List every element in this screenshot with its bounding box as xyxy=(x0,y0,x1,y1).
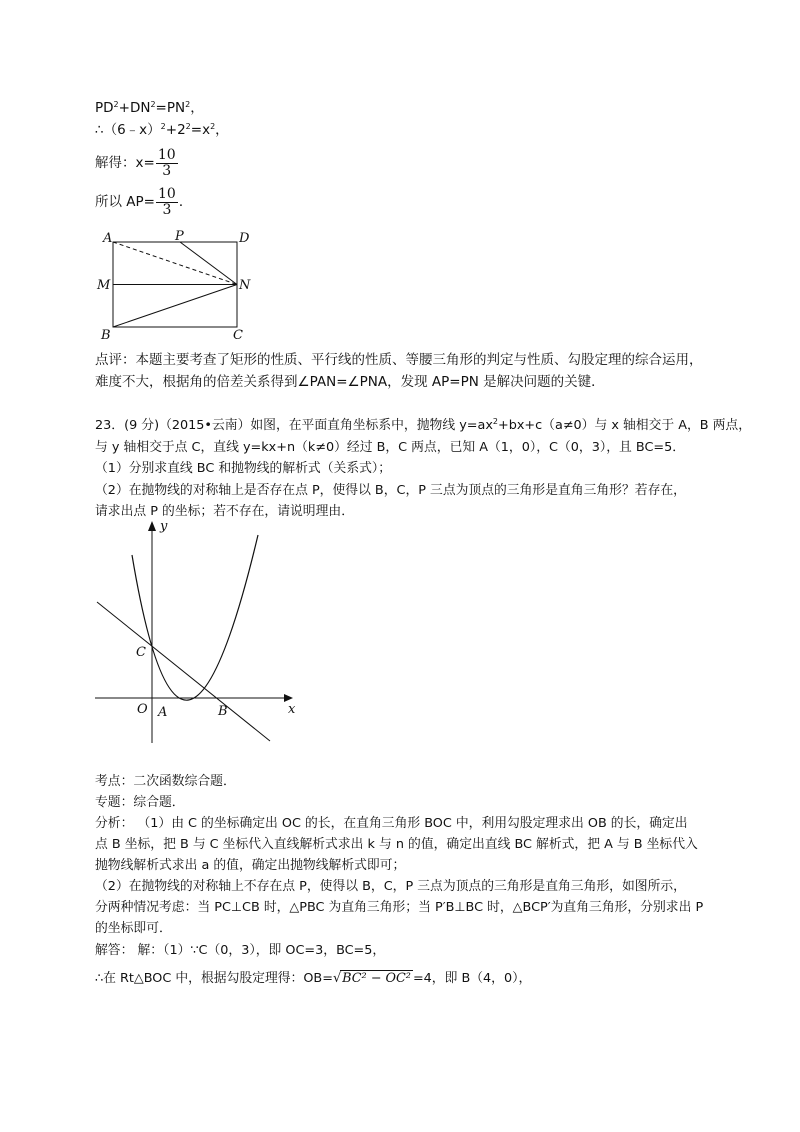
segment-pn xyxy=(180,242,237,285)
label-x: x xyxy=(288,702,296,717)
label-y: y xyxy=(160,519,168,534)
label-b: B xyxy=(218,704,228,719)
review-line-1: 点评：本题主要考查了矩形的性质、平行线的性质、等腰三角形的判定与性质、勾股定理的综合运用， xyxy=(95,352,703,368)
label-b: B xyxy=(101,328,111,343)
label-c: C xyxy=(233,328,243,343)
equation-line-4: 所以 AP= $\frac{10}{3}$ ． xyxy=(95,185,193,218)
equation-line-3: 解得：x= $\frac{10}{3}$ xyxy=(95,146,176,179)
label-m: M xyxy=(97,278,111,293)
analysis-line-1: 分析： （1）由 C 的坐标确定出 OC 的长，在直角三角形 BOC 中，利用勾股定理求出 OB 的长，确定出 xyxy=(95,816,688,831)
kaodian-line: 考点：二次函数综合题． xyxy=(95,774,236,789)
segment-bn xyxy=(113,285,237,328)
fraction: $\frac{10}{3}$ xyxy=(157,185,176,218)
analysis-line-4: （2）在抛物线的对称轴上不存在点 P，使得以 B，C，P 三点为顶点的三角形是直角三角形，如图所示， xyxy=(95,879,686,894)
parabola xyxy=(132,535,258,700)
problem-line-4: （2）在抛物线的对称轴上是否存在点 P，使得以 B，C，P 三点为顶点的三角形是直角三角形？若存在， xyxy=(95,483,686,498)
label-a: A xyxy=(103,231,113,246)
review-line-2: 难度不大，根据角的倍差关系得到∠PAN=∠PNA，发现 AP=PN 是解决问题的关键． xyxy=(95,374,605,390)
segment-an-dashed xyxy=(113,242,237,285)
problem-line-3: （1）分别求直线 BC 和抛物线的解析式（关系式）； xyxy=(95,461,392,476)
sqrt-radicand: BC² − OC² xyxy=(342,971,411,986)
zhuanti-line: 专题：综合题． xyxy=(95,795,185,810)
answer-line-1: 解答： 解：（1）∵C（0，3），即 OC=3，BC=5， xyxy=(95,943,386,958)
label-d: D xyxy=(239,231,250,246)
label-p: P xyxy=(175,229,184,244)
analysis-line-6: 的坐标即可． xyxy=(95,921,172,936)
analysis-line-5: 分两种情况考虑：当 PC⊥CB 时，△PBC 为直角三角形；当 P′B⊥BC 时，△BCP′为直角三角形，分别求出 P xyxy=(95,900,704,915)
label-o: O xyxy=(137,702,148,717)
y-axis-arrow xyxy=(148,521,156,531)
analysis-line-2: 点 B 坐标，把 B 与 C 坐标代入直线解析式求出 k 与 n 的值，确定出直线 BC 解析式，把 A 与 B 坐标代入 xyxy=(95,837,698,852)
problem-line-1: 23．(9 分)（2015•云南）如图，在平面直角坐标系中，抛物线 $y=ax^2+bx+c(a\ne 0)$与 x 轴相交于 A，B 两点， xyxy=(95,417,752,433)
fraction: $\frac{10}{3}$ xyxy=(157,146,176,179)
equation-line-1: $PD^2+DN^2=PN^2$， xyxy=(95,100,204,116)
x-axis-arrow xyxy=(284,694,293,702)
label-c: C xyxy=(136,645,146,660)
sqrt-sign: √ xyxy=(332,971,342,986)
equation-line-2: $\therefore(6﹣x)^2+2^2=x^2$， xyxy=(95,122,229,138)
rectangle-figure xyxy=(95,226,255,346)
problem-line-2: 与 y 轴相交于点 C，直线 y=kx+n（k≠0）经过 B，C 两点，已知 A（1，0），C（0，3），且 BC=5． xyxy=(95,440,686,455)
analysis-line-3: 抛物线解析式求出 a 的值，确定出抛物线解析式即可； xyxy=(95,858,406,873)
coordinate-graph xyxy=(90,515,310,750)
problem-line-5: 请求出点 P 的坐标；若不存在，请说明理由． xyxy=(95,504,354,519)
line-bc xyxy=(97,602,270,741)
label-n: N xyxy=(239,278,251,293)
answer-line-2: ∴在 Rt△BOC 中，根据勾股定理得：OB=√BC² − OC² =4，即 B（4，0）， xyxy=(95,971,532,986)
label-a: A xyxy=(158,705,168,720)
